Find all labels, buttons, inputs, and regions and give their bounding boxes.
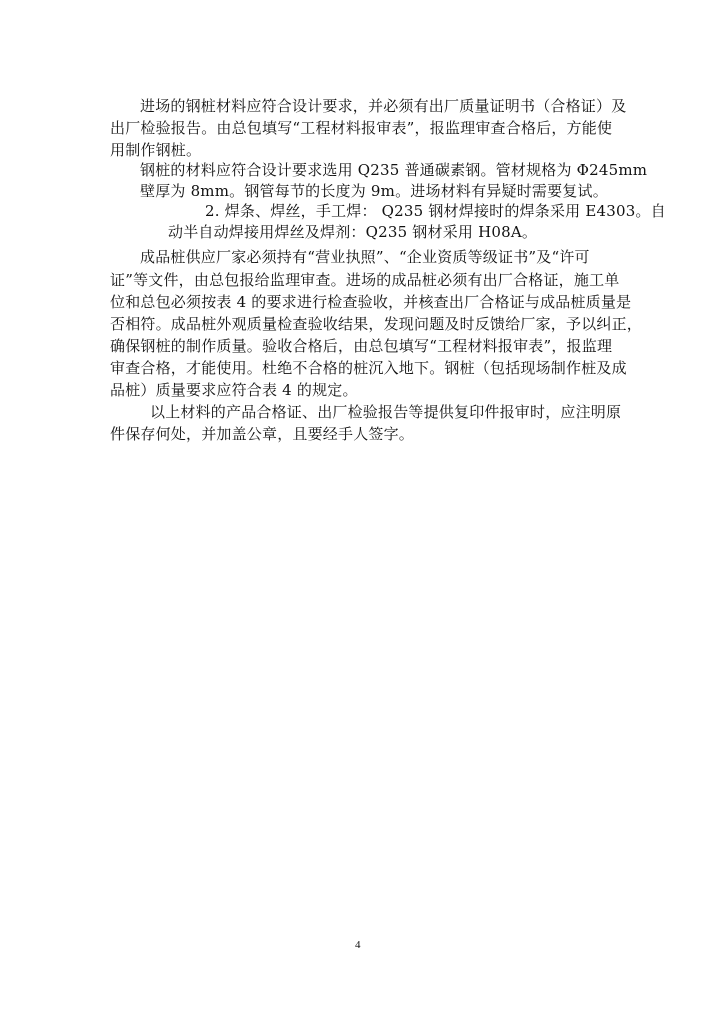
paragraph-4-line-5: 确保钢桩的制作质量。验收合格后，由总包填写“工程材料报审表”，报监理 bbox=[110, 337, 613, 355]
paragraph-5-line-2: 件保存何处，并加盖公章，且要经手人签字。 bbox=[110, 425, 415, 443]
paragraph-1-line-3: 用制作钢桩。 bbox=[110, 141, 202, 159]
paragraph-1-line-1: 进场的钢桩材料应符合设计要求，并必须有出厂质量证明书（合格证）及 bbox=[140, 97, 627, 115]
paragraph-4-line-6: 审查合格，才能使用。杜绝不合格的桩沉入地下。钢桩（包括现场制作桩及成 bbox=[110, 359, 627, 377]
paragraph-5-line-1: 以上材料的产品合格证、出厂检验报告等提供复印件报审时，应注明原 bbox=[150, 403, 622, 421]
paragraph-2-line-2: 壁厚为 8mm。钢管每节的长度为 9m。进场材料有异疑时需要复试。 bbox=[140, 182, 608, 200]
paragraph-4-line-7: 品桩）质量要求应符合表 4 的规定。 bbox=[110, 381, 358, 399]
paragraph-4-line-2: 证”等文件，由总包报给监理审查。进场的成品桩必须有出厂合格证，施工单 bbox=[110, 271, 620, 289]
paragraph-3-line-2: 动半自动焊接用焊丝及焊剂：Q235 钢材采用 H08A。 bbox=[168, 223, 538, 241]
paragraph-2-line-1: 钢桩的材料应符合设计要求选用 Q235 普通碳素钢。管材规格为 Φ245mm bbox=[140, 161, 648, 179]
paragraph-3-line-1: 2. 焊条、焊丝，手工焊： Q235 钢材焊接时的焊条采用 E4303。自 bbox=[205, 202, 666, 220]
page-number: 4 bbox=[355, 939, 361, 951]
paragraph-4-line-4: 否相符。成品桩外观质量检查验收结果，发现问题及时反馈给厂家，予以纠正， bbox=[110, 315, 643, 333]
paragraph-4-line-1: 成品桩供应厂家必须持有“营业执照”、“企业资质等级证书”及“许可 bbox=[140, 248, 590, 266]
paragraph-1-line-2: 出厂检验报告。由总包填写“工程材料报审表”，报监理审查合格后，方能使 bbox=[110, 119, 613, 137]
paragraph-4-line-3: 位和总包必须按表 4 的要求进行检查验收，并核查出厂合格证与成品桩质量是 bbox=[110, 293, 632, 311]
